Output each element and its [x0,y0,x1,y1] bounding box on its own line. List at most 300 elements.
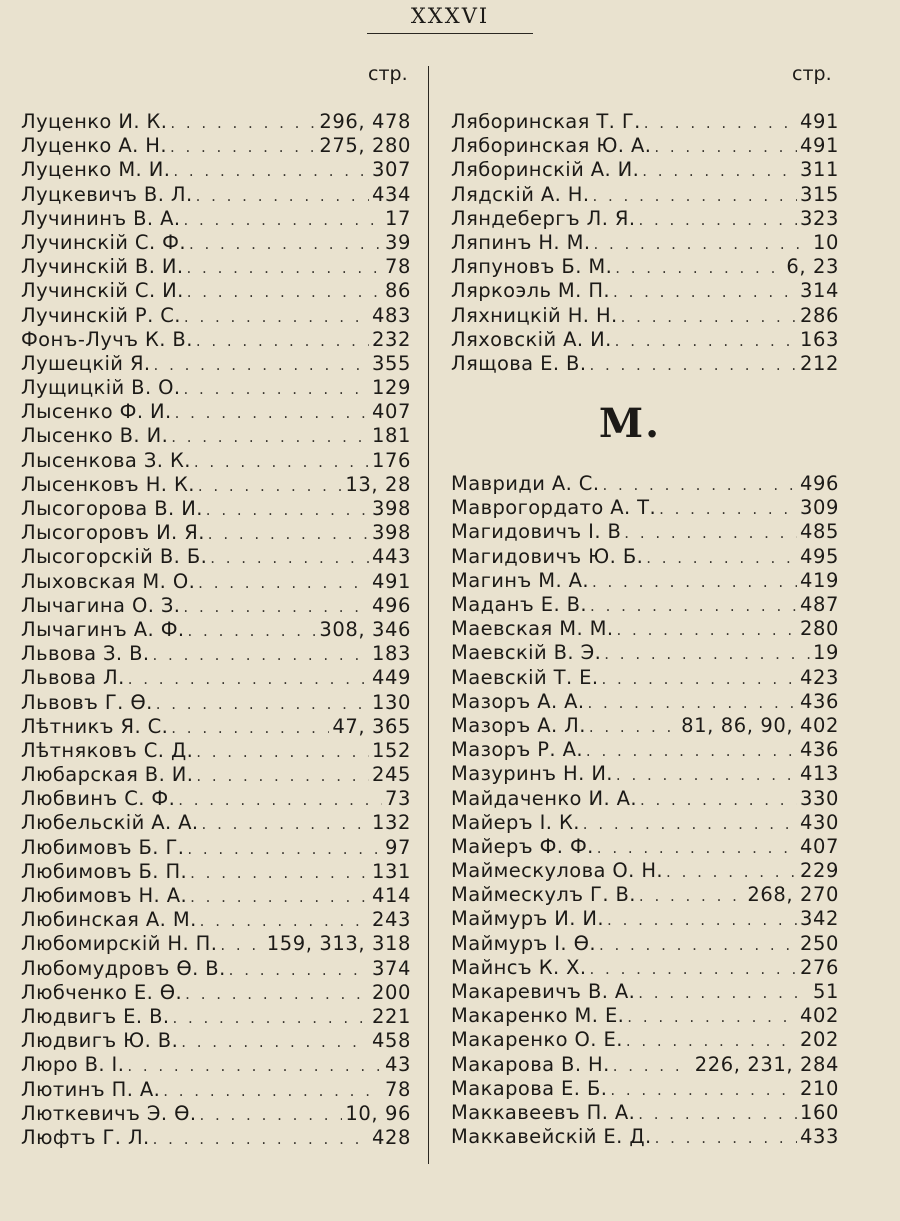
entry-name: Лычагина О. З. [21,593,181,617]
dot-leader [200,909,369,932]
entry-pages: 496 [799,472,839,496]
dot-leader [190,885,369,908]
entry-pages: 78 [384,1077,411,1101]
entry-name: Лядскій А. Н. [451,182,590,206]
dot-leader [187,280,382,303]
entry-pages: 308, 346 [319,617,411,641]
entry-pages: 314 [799,279,839,303]
index-entry [451,1004,839,1028]
entry-pages: 51 [812,980,839,1003]
entry-name: Лысенко Ф. И. [21,400,172,424]
dot-leader [190,861,369,884]
entry-pages: 443 [371,545,411,569]
entry-name: Луценко М. И. [21,158,171,182]
index-entry [21,1005,411,1029]
index-entry [21,666,411,690]
entry-pages: 78 [384,255,411,279]
dot-leader [183,595,369,618]
index-entry [21,1102,411,1126]
entry-pages: 132 [371,811,411,835]
column-divider [428,66,429,1164]
index-entry [451,787,839,811]
index-entry [451,617,839,641]
entry-name: Лущицкій В. О. [21,376,181,400]
dot-leader [639,884,744,907]
index-entry [451,883,839,907]
entry-pages: 6, 23 [786,255,839,279]
index-entry [21,932,411,956]
dot-leader [593,232,810,255]
index-entry [21,473,411,497]
index-entry [451,545,839,569]
page-number: XXXVI [410,4,490,28]
dot-leader [187,837,382,860]
index-entry [21,715,411,739]
entry-pages: 13, 28 [345,472,411,496]
dot-leader [610,1078,797,1101]
dot-leader [229,958,369,981]
dot-leader [184,377,369,400]
entry-name: Маймескулъ Г. В. [451,883,636,907]
entry-pages: 131 [371,859,411,883]
index-entry [21,497,411,521]
entry-pages: 232 [371,327,411,351]
entry-pages: 221 [371,1004,411,1028]
entry-pages: 176 [371,448,411,472]
section-letter-m: М. [598,400,662,448]
entry-pages: 355 [371,351,411,375]
entry-name: Любимовъ Н. А. [21,884,188,907]
dot-leader [184,305,369,328]
dot-leader [592,570,797,593]
entry-name: Любченко Е. Ѳ. [21,980,183,1004]
index-entry [451,569,839,593]
entry-pages: 296, 478 [319,110,411,133]
dot-leader [615,329,797,352]
entry-name: Лучининъ В. А. [21,206,181,230]
index-entry [451,496,839,520]
index-entry [21,1029,411,1053]
entry-pages: 428 [371,1125,411,1149]
entry-pages: 495 [799,544,839,568]
dot-leader [613,280,797,303]
dot-leader [602,473,797,496]
index-entry [21,570,411,594]
dot-leader [607,908,797,931]
dot-leader [220,933,263,956]
entry-name: Магидовичъ І. В [451,520,622,544]
entry-name: Макаревичъ В. А. [451,980,636,1003]
left-index-column [21,110,411,1150]
index-entry [21,836,411,860]
entry-name: Лысенковъ Н. К. [21,472,195,496]
dot-leader [638,1102,797,1125]
index-entry [21,449,411,473]
entry-name: Ляхницкій Н. Н. [451,303,618,327]
index-entry [21,545,411,569]
entry-pages: 485 [799,520,839,544]
dot-leader [626,1029,797,1052]
entry-pages: 398 [371,497,411,520]
index-entry [21,1053,411,1077]
entry-pages: 210 [799,1076,839,1100]
entry-pages: 97 [384,835,411,859]
index-entry [451,207,839,231]
right-column-header: стр. [792,63,832,85]
entry-name: Люфтъ Г. Л. [21,1125,150,1149]
index-entry [451,1077,839,1101]
entry-pages: 200 [371,980,411,1004]
dot-leader [153,643,369,666]
entry-name: Любвинъ С. Ф. [21,787,176,811]
index-entry [451,738,839,762]
dot-leader [616,763,797,786]
entry-name: Люткевичъ Э. Ѳ. [21,1101,197,1125]
dot-leader [597,836,797,859]
entry-name: Люро В. І. [21,1053,125,1077]
entry-name: Мазоръ А. Л. [451,713,586,737]
dot-leader [206,498,369,521]
index-entry [21,618,411,642]
index-entry [451,811,839,835]
entry-name: Лѣтникъ Я. С. [21,714,169,738]
dot-leader [590,957,797,980]
entry-name: Маевскій Т. Е. [451,665,599,689]
dot-leader [196,184,369,207]
entry-name: Магидовичъ Ю. Б. [451,544,644,568]
entry-pages: 487 [799,593,839,616]
entry-name: Маймескулова О. Н. [451,859,664,883]
dot-leader [208,522,369,545]
header-rule [367,33,533,34]
entry-pages: 330 [799,786,839,810]
entry-name: Макаренко М. Е. [451,1004,625,1028]
dot-leader [171,716,329,739]
entry-name: Лящова Е. В. [451,351,587,375]
index-entry [451,859,839,883]
index-entry [451,666,839,690]
entry-pages: 307 [371,158,411,182]
entry-name: Лучинскій В. И. [21,255,184,279]
index-entry [21,255,411,279]
entry-pages: 374 [371,956,411,980]
dot-leader [153,1127,369,1150]
entry-name: Лыховская М. О. [21,569,196,593]
index-entry [21,158,411,182]
dot-leader [210,546,369,569]
entry-pages: 436 [799,738,839,762]
entry-name: Лысогорова В. И. [21,497,203,520]
index-entry [21,811,411,835]
entry-pages: 202 [799,1028,839,1052]
dot-leader [592,184,797,207]
index-entry [451,1053,839,1077]
entry-pages: 129 [371,376,411,400]
dot-leader [163,1079,382,1102]
dot-leader [175,401,369,424]
dot-leader [196,329,369,352]
index-entry [451,255,839,279]
dot-leader [613,1054,692,1077]
entry-name: Маданъ Е. В. [451,593,588,616]
dot-leader [615,256,783,279]
entry-pages: 10 [812,230,839,254]
entry-name: Львова Л. [21,666,125,690]
entry-pages: 491 [799,134,839,158]
dot-leader [640,788,797,811]
index-entry [451,520,839,544]
dot-leader [173,159,369,182]
index-entry [21,279,411,303]
entry-pages: 449 [371,666,411,690]
entry-pages: 407 [799,834,839,858]
dot-leader [127,1054,382,1077]
entry-pages: 413 [799,762,839,786]
index-entry [21,1078,411,1102]
index-entry [21,642,411,666]
index-entry [21,376,411,400]
dot-leader [627,1005,797,1028]
entry-name: Львова З. В. [21,642,150,666]
dot-leader [178,788,382,811]
index-entry [451,328,839,352]
entry-name: Любимовъ Б. Г. [21,835,185,859]
index-entry [451,980,839,1004]
index-entry [451,1101,839,1125]
entry-pages: 81, 86, 90, 402 [681,713,839,737]
index-entry [21,424,411,448]
index-entry [21,183,411,207]
dot-leader [189,232,382,255]
entry-name: Майеръ І. К. [451,810,580,834]
index-entry [451,956,839,980]
dot-leader [638,981,810,1004]
dot-leader [196,740,369,763]
dot-leader [185,982,369,1005]
entry-pages: 19 [812,641,839,665]
index-entry [21,908,411,932]
dot-leader [617,618,797,641]
dot-leader [604,642,810,665]
index-entry [451,907,839,931]
index-entry [21,231,411,255]
entry-name: Маврогордато А. Т. [451,496,657,520]
entry-name: Ляпуновъ Б. М. [451,255,613,279]
dot-leader [646,546,797,569]
entry-pages: 160 [799,1100,839,1124]
entry-name: Лютинъ П. А. [21,1077,161,1101]
entry-pages: 491 [371,569,411,593]
index-entry [21,521,411,545]
entry-name: Лучинскій С. Ф. [21,230,186,254]
right-index-column [451,110,839,1149]
index-entry [21,860,411,884]
entry-pages: 280 [799,617,839,641]
entry-pages: 458 [371,1029,411,1053]
index-entry [451,231,839,255]
index-entry [451,134,839,158]
entry-pages: 419 [799,568,839,592]
entry-name: Ляркоэль М. П. [451,279,611,303]
dot-leader [128,667,369,690]
entry-pages: 309 [799,496,839,520]
dot-leader [172,1006,369,1029]
entry-name: Маккавеевъ П. А. [451,1100,636,1124]
entry-pages: 229 [799,859,839,883]
dot-leader [199,1103,342,1126]
entry-name: Лучинскій Р. С. [21,303,181,327]
dot-leader [621,305,797,328]
dot-leader [202,812,369,835]
entry-name: Любарская В. И. [21,763,194,787]
dot-leader [170,111,316,134]
entry-pages: 423 [799,665,839,689]
index-entry [21,594,411,618]
dot-leader [588,691,797,714]
entry-name: Майнсъ К. Х. [451,955,587,979]
entry-name: Лысенко В. И. [21,424,169,448]
entry-name: Луценко И. К. [21,110,168,133]
entry-pages: 430 [799,810,839,834]
dot-leader [589,715,678,738]
dot-leader [642,159,797,182]
entry-name: Лысенкова З. К. [21,448,191,472]
dot-leader [659,497,797,520]
dot-leader [154,353,369,376]
entry-name: Маевскій В. Э. [451,641,602,665]
index-entry [21,328,411,352]
dot-leader [638,208,797,231]
dot-leader [156,692,369,715]
dot-leader [198,571,369,594]
entry-name: Лысогорскій В. Б. [21,545,208,569]
entry-name: Любинская А. М. [21,908,197,932]
index-entry [451,690,839,714]
entry-name: Ляховскій А. И. [451,327,612,351]
dot-leader [583,812,797,835]
index-entry [451,641,839,665]
entry-name: Луценко А. Н. [21,134,167,158]
entry-pages: 315 [799,182,839,206]
index-entry [451,1028,839,1052]
dot-leader [188,619,317,642]
entry-name: Маккавейскій Е. Д. [451,1125,652,1149]
dot-leader [666,860,797,883]
entry-name: Людвигъ Е. В. [21,1004,170,1028]
index-entry [21,304,411,328]
entry-pages: 436 [799,689,839,713]
entry-name: Маевская М. М. [451,617,614,641]
entry-pages: 245 [371,763,411,787]
entry-pages: 86 [384,279,411,303]
dot-leader [198,474,343,497]
entry-name: Лучинскій С. И. [21,279,184,303]
dot-leader [183,208,382,231]
entry-name: Любимовъ Б. П. [21,859,188,883]
dot-leader [624,521,797,544]
index-entry [451,762,839,786]
index-entry [21,981,411,1005]
dot-leader [187,256,382,279]
entry-pages: 163 [799,327,839,351]
index-entry [21,763,411,787]
entry-name: Макаренко О. Е. [451,1028,623,1052]
entry-name: Луцкевичъ В. Л. [21,182,193,206]
entry-pages: 73 [384,787,411,811]
entry-pages: 286 [799,303,839,327]
entry-pages: 47, 365 [332,714,411,738]
index-entry [21,739,411,763]
entry-pages: 434 [371,182,411,206]
index-entry [451,183,839,207]
entry-pages: 181 [371,424,411,448]
entry-pages: 323 [799,206,839,230]
entry-name: Майеръ Ф. Ф. [451,834,594,858]
dot-leader [654,135,797,158]
entry-name: Людвигъ Ю. В. [21,1029,179,1053]
entry-name: Фонъ-Лучъ К. В. [21,327,193,351]
entry-name: Лѣтняковъ С. Д. [21,738,194,762]
entry-pages: 10, 96 [345,1101,411,1125]
entry-name: Мазоръ А. А. [451,689,585,713]
index-entry [451,714,839,738]
entry-pages: 212 [799,351,839,375]
entry-pages: 39 [384,230,411,254]
dot-leader [196,764,369,787]
entry-name: Майдаченко И. А. [451,786,637,810]
index-entry [21,110,411,134]
entry-pages: 183 [371,642,411,666]
entry-name: Львовъ Г. Ѳ. [21,690,153,714]
entry-name: Макарова В. Н. [451,1052,610,1076]
entry-name: Ляпинъ Н. М. [451,230,591,254]
entry-pages: 159, 313, 318 [266,932,411,956]
entry-name: Маймуръ І. Ѳ. [451,931,596,955]
index-entry [451,472,839,496]
entry-name: Макарова Е. Б. [451,1076,608,1100]
left-column-header: стр. [368,63,408,85]
index-entry [451,304,839,328]
entry-name: Любельскій А. А. [21,811,199,835]
entry-pages: 342 [799,907,839,931]
dot-leader [601,667,796,690]
entry-pages: 311 [799,158,839,182]
entry-name: Лысогоровъ И. Я. [21,521,205,545]
entry-name: Маймуръ И. И. [451,907,605,931]
index-entry [451,158,839,182]
entry-pages: 17 [384,206,411,230]
entry-pages: 130 [371,690,411,714]
entry-pages: 152 [371,738,411,762]
entry-name: Любомирскій Н. П. [21,932,218,956]
entry-name: Ляборинская Т. Г. [451,110,641,133]
entry-name: Мазуринъ Н. И. [451,762,613,786]
dot-leader [599,933,797,956]
index-entry [451,932,839,956]
index-entry [21,787,411,811]
entry-name: Мавриди А. С. [451,472,600,496]
index-entry [21,957,411,981]
index-entry [451,835,839,859]
entry-name: Лычагинъ А. Ф. [21,617,185,641]
entry-name: Ляндебергъ Л. Я. [451,206,636,230]
index-entry [21,134,411,158]
entry-pages: 402 [799,1004,839,1028]
index-entry [21,207,411,231]
dot-leader [194,450,369,473]
entry-name: Любомудровъ Ѳ. В. [21,956,226,980]
entry-name: Мазоръ Р. А. [451,738,583,762]
